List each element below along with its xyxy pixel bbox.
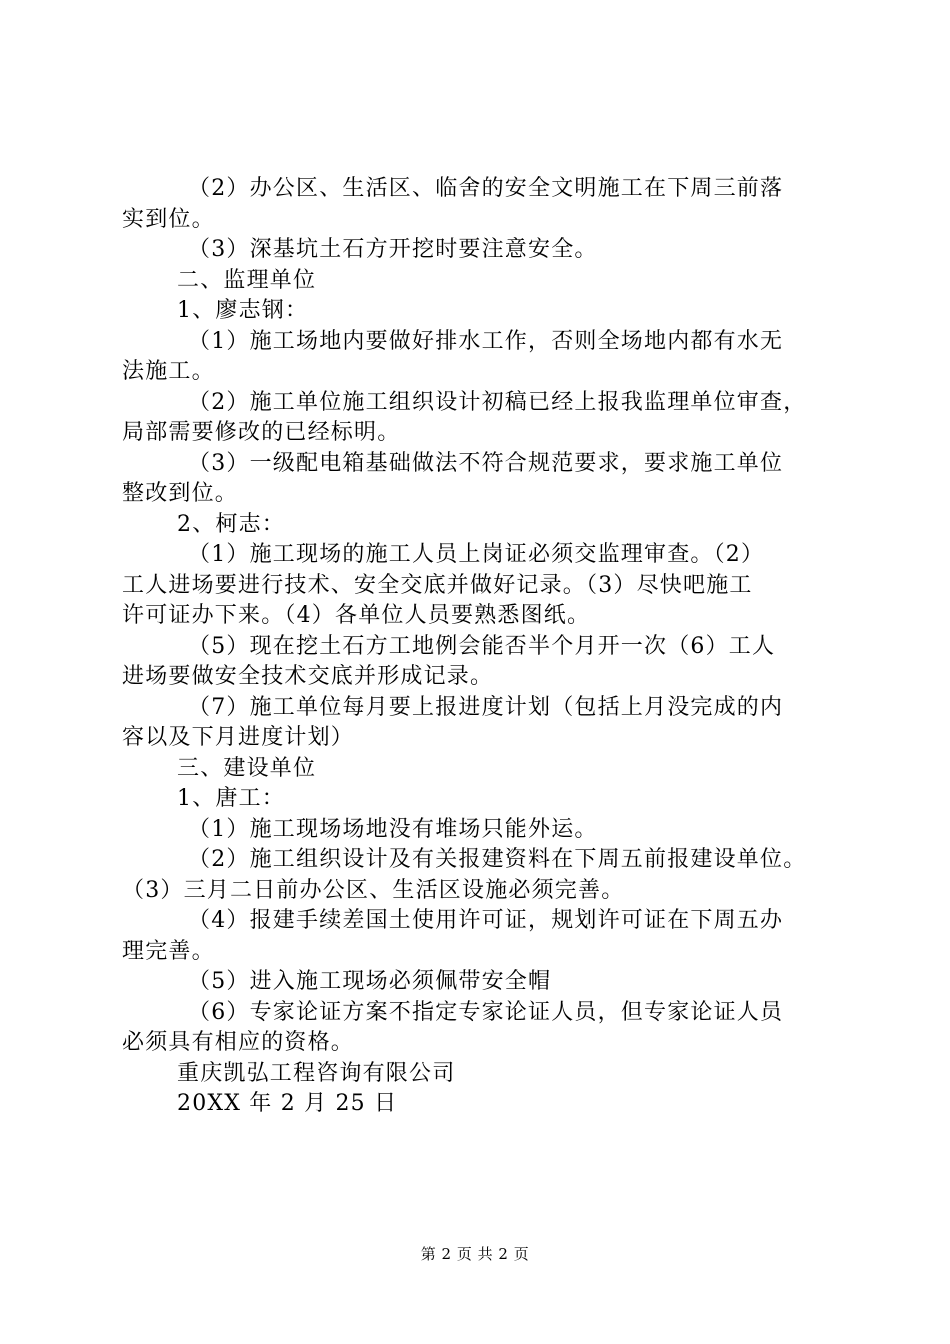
text-line: （5）现在挖土石方工地例会能否半个月开一次（6）工人 xyxy=(188,633,776,659)
text-line: 实到位。 xyxy=(122,206,215,232)
page-footer: 第 2 页 共 2 页 xyxy=(420,1245,530,1263)
text-line: 1、唐工： xyxy=(177,786,285,811)
text-line: 20XX 年 2 月 25 日 xyxy=(177,1091,398,1116)
text-line: （1）施工场地内要做好排水工作，否则全场地内都有水无 xyxy=(188,328,784,354)
text-line: （2）施工组织设计及有关报建资料在下周五前报建设单位。 xyxy=(188,847,807,872)
text-line: （2）办公区、生活区、临舍的安全文明施工在下周三前落 xyxy=(188,176,784,201)
text-line: （3）深基坑土石方开挖时要注意安全。 xyxy=(188,237,598,262)
document-body xyxy=(122,174,832,1120)
text-line: （1）施工现场场地没有堆场只能外运。 xyxy=(188,816,598,842)
text-line: （2）施工单位施工组织设计初稿已经上报我监理单位审查， xyxy=(188,389,807,415)
text-line: 1、廖志钢： xyxy=(177,298,309,323)
text-line: 整改到位。 xyxy=(122,481,239,506)
text-line: （7）施工单位每月要上报进度计划（包括上月没完成的内 xyxy=(188,694,784,720)
text-line: （3）一级配电箱基础做法不符合规范要求，要求施工单位 xyxy=(188,450,784,476)
text-line: 许可证办下来。（4）各单位人员要熟悉图纸。 xyxy=(122,603,591,628)
text-line: 法施工。 xyxy=(122,359,215,384)
text-line: 二、监理单位 xyxy=(177,267,317,293)
text-line: 容以及下月进度计划） xyxy=(122,725,355,750)
text-line: 工人进场要进行技术、安全交底并做好记录。（3）尽快吧施工 xyxy=(122,572,753,598)
text-line: 理完善。 xyxy=(122,938,215,964)
text-line: （5）进入施工现场必须佩带安全帽 xyxy=(188,969,552,994)
text-line: （1）施工现场的施工人员上岗证必须交监理审查。（2） xyxy=(188,542,765,567)
text-line: （3）三月二日前办公区、生活区设施必须完善。 xyxy=(122,877,625,903)
text-line: （6）专家论证方案不指定专家论证人员，但专家论证人员 xyxy=(188,999,784,1025)
text-line: 三、建设单位 xyxy=(177,755,317,781)
text-line: （4）报建手续差国土使用许可证，规划许可证在下周五办 xyxy=(188,908,784,933)
text-line: 必须具有相应的资格。 xyxy=(122,1030,355,1055)
text-line: 进场要做安全技术交底并形成记录。 xyxy=(122,664,494,689)
text-line: 重庆凯弘工程咨询有限公司 xyxy=(177,1060,456,1086)
text-line: 局部需要修改的已经标明。 xyxy=(122,420,401,445)
text-line: 2、柯志： xyxy=(177,511,285,537)
